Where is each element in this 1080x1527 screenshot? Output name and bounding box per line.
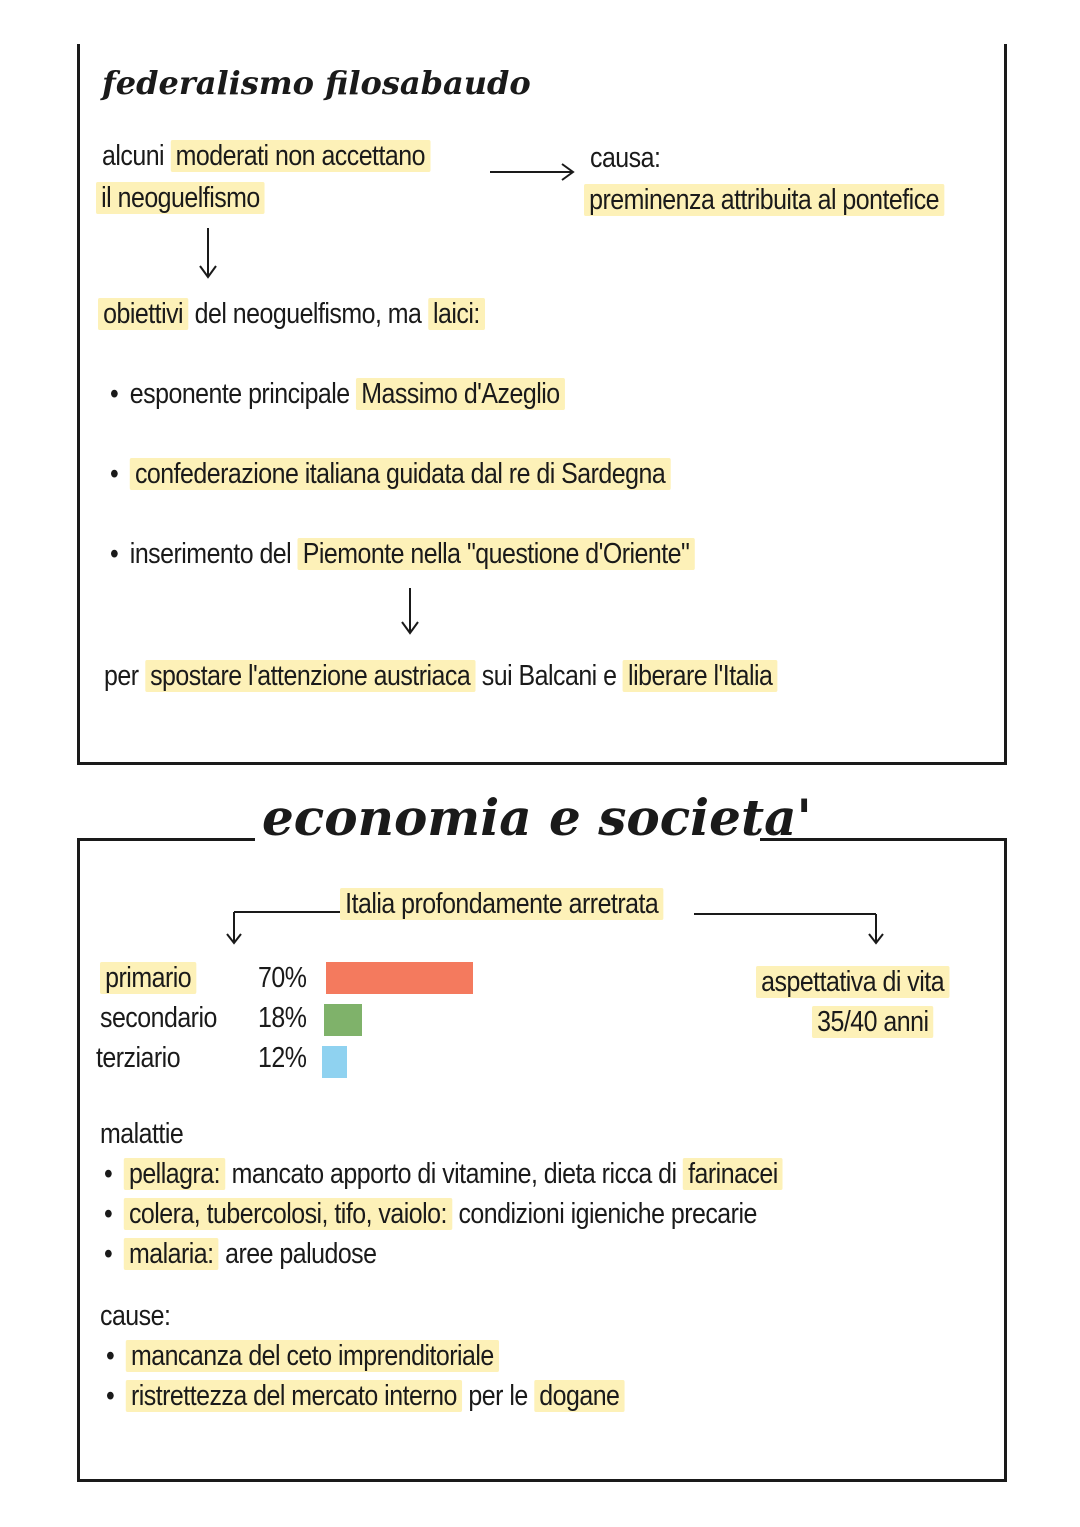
result-a: per (104, 660, 145, 692)
disease-1-a: pellagra: (124, 1158, 225, 1190)
disease-1-c: farinacei (683, 1158, 783, 1190)
bullet-3 (110, 538, 694, 571)
arrow-right-down-icon (692, 904, 892, 948)
sector-percent-2: 12% (258, 1042, 307, 1074)
causes-label: cause: (100, 1300, 171, 1332)
cause-item-2-b: per le (461, 1380, 535, 1412)
disease-2 (104, 1198, 757, 1231)
cause-item-1 (106, 1340, 499, 1373)
result-line (104, 660, 778, 693)
line1 (102, 140, 430, 173)
diseases-label: malattie (100, 1118, 184, 1150)
result-c: sui Balcani e (475, 660, 623, 692)
life-label: aspettativa di vita (756, 966, 949, 998)
result-b: spostare l'attenzione austriaca (145, 660, 475, 692)
sector-percent-0: 70% (258, 962, 307, 994)
goals-b: del neoguelfismo, ma (188, 298, 428, 330)
goals-a: obiettivi (98, 298, 188, 330)
arrow-down-icon (196, 226, 220, 282)
sector-label-terziario: terziario (96, 1042, 181, 1074)
section2-title: economia e societa' (262, 788, 812, 847)
section1-title: federalismo filosabaudo (102, 64, 531, 102)
bullet-1 (110, 378, 565, 411)
sector-bar-0 (326, 962, 473, 994)
cause-text: preminenza attribuita al pontefice (584, 184, 944, 216)
bullet-1-b: Massimo d'Azeglio (356, 378, 565, 410)
bullet-2 (110, 458, 670, 491)
life-label-wrap (756, 966, 949, 999)
bullet-1-a: esponente principale (129, 378, 357, 410)
bullet-3-b: Piemonte nella "questione d'Oriente" (298, 538, 695, 570)
cause-item-2-a: ristrettezza del mercato interno (126, 1380, 462, 1412)
arrow-down-icon (398, 586, 422, 638)
sector-percent-1: 18% (258, 1002, 307, 1034)
disease-3-b: aree paludose (218, 1238, 377, 1270)
arrow-right-icon (488, 160, 578, 184)
sector-label-0: primario (100, 962, 196, 994)
sector-bar-1 (324, 1004, 362, 1036)
life-value: 35/40 anni (812, 1006, 934, 1038)
subtitle: Italia profondamente arretrata (340, 888, 663, 920)
disease-1 (104, 1158, 783, 1191)
line1-a: alcuni (102, 140, 171, 172)
sector-label-secondario: secondario (100, 1002, 217, 1034)
disease-1-b: mancato apporto di vitamine, dieta ricca di (225, 1158, 683, 1190)
disease-3 (104, 1238, 376, 1271)
sector-bar-2 (322, 1046, 347, 1078)
arrow-left-down-icon (222, 904, 342, 948)
cause-label: causa: (590, 142, 661, 174)
cause-text-wrap (584, 184, 944, 217)
result-d: liberare l'Italia (623, 660, 778, 692)
subtitle-wrap (340, 888, 663, 921)
disease-2-b: condizioni igieniche precarie (452, 1198, 757, 1230)
disease-2-a: colera, tubercolosi, tifo, vaiolo: (124, 1198, 452, 1230)
line2-text: il neoguelfismo (96, 182, 265, 214)
cause-item-1-text: mancanza del ceto imprenditoriale (126, 1340, 499, 1372)
sector-label-primario (100, 962, 196, 995)
bullet-3-a: inserimento del (129, 538, 298, 570)
line2 (96, 182, 265, 215)
life-value-wrap (812, 1006, 934, 1039)
goals-line (98, 298, 485, 331)
cause-item-2-c: dogane (534, 1380, 624, 1412)
cause-item-2 (106, 1380, 625, 1413)
disease-3-a: malaria: (124, 1238, 219, 1270)
bullet-2-text: confederazione italiana guidata dal re di Sardegna (130, 458, 671, 490)
line1-b: moderati non accettano (170, 140, 430, 172)
goals-c: laici: (428, 298, 485, 330)
